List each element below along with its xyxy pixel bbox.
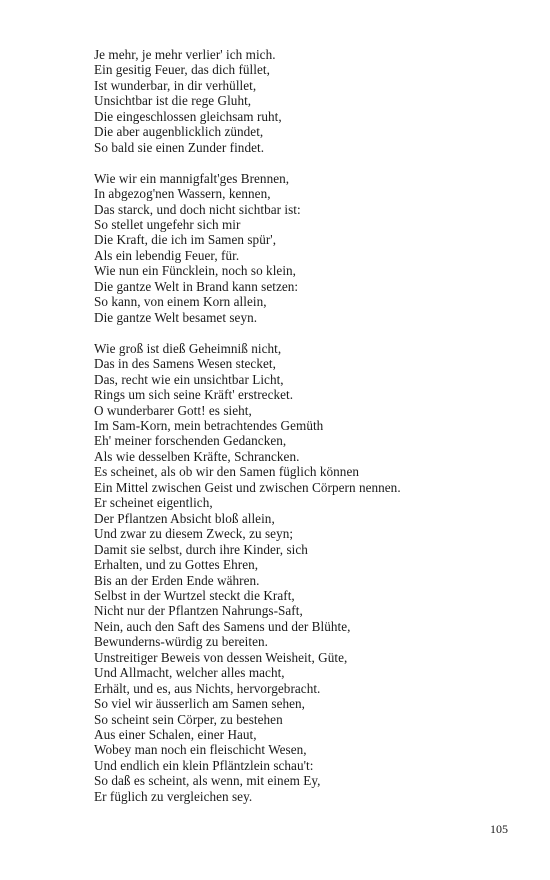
poem-line: Das in des Samens Wesen stecket, xyxy=(94,356,276,372)
poem-text xyxy=(94,47,534,820)
poem-line: Und endlich ein klein Pfläntzlein schau't: xyxy=(94,757,314,773)
poem-line: Er füglich zu vergleichen sey. xyxy=(94,788,253,804)
poem-line: Bewunderns-würdig zu bereiten. xyxy=(94,634,268,650)
poem-line: Die Kraft, die ich im Samen spür', xyxy=(94,232,277,248)
poem-line: So daß es scheint, als wenn, mit einem Ey, xyxy=(94,773,321,789)
poem-line: Die aber augenblicklich zündet, xyxy=(94,124,264,140)
stanza xyxy=(94,171,534,326)
poem-line: Wie groß ist dieß Geheimniß nicht, xyxy=(94,340,282,356)
poem-line: Die gantze Welt besamet seyn. xyxy=(94,309,258,325)
poem-line: Die gantze Welt in Brand kann setzen: xyxy=(94,278,299,294)
poem-line: Erhalten, und zu Gottes Ehren, xyxy=(94,557,259,573)
poem-line: Je mehr, je mehr verlier' ich mich. xyxy=(94,47,276,62)
poem-line: Als ein lebendig Feuer, für. xyxy=(94,247,240,263)
poem-line: So stellet ungefehr sich mir xyxy=(94,217,241,233)
poem-line: Das starck, und doch nicht sichtbar ist: xyxy=(94,201,301,217)
poem-line: Wobey man noch ein fleischicht Wesen, xyxy=(94,742,307,758)
page-number: 105 xyxy=(490,822,508,836)
poem-line: So kann, von einem Korn allein, xyxy=(94,294,267,310)
poem-line: Die eingeschlossen gleichsam ruht, xyxy=(94,108,282,124)
poem-line: Der Pflantzen Absicht bloß allein, xyxy=(94,510,275,526)
poem-line: Erhält, und es, aus Nichts, hervorgebracht. xyxy=(94,680,321,696)
poem-line: Im Sam-Korn, mein betrachtendes Gemüth xyxy=(94,417,324,433)
poem-line: Nein, auch den Saft des Samens und der Blühte, xyxy=(94,618,351,634)
poem-line: Ein Mittel zwischen Geist und zwischen Cörpern nennen. xyxy=(94,479,401,495)
poem-line: Es scheinet, als ob wir den Samen füglich können xyxy=(94,464,359,480)
poem-line: Wie wir ein mannigfalt'ges Brennen, xyxy=(94,170,290,186)
poem-line: Unstreitiger Beweis von dessen Weisheit, Güte, xyxy=(94,649,348,665)
poem-line: Er scheinet eigentlich, xyxy=(94,495,213,511)
poem-line: Aus einer Schalen, einer Haut, xyxy=(94,727,257,743)
poem-line: Als wie desselben Kräfte, Schrancken. xyxy=(94,448,300,464)
poem-line: Eh' meiner forschenden Gedancken, xyxy=(94,433,287,449)
poem-line: Nicht nur der Pflantzen Nahrungs-Saft, xyxy=(94,603,303,619)
poem-line: Und Allmacht, welcher alles macht, xyxy=(94,665,285,681)
poem-line: Und zwar zu diesem Zweck, zu seyn; xyxy=(94,526,294,542)
poem-line: Rings um sich seine Kräft' erstrecket. xyxy=(94,387,294,403)
poem-line: Das, recht wie ein unsichtbar Licht, xyxy=(94,371,284,387)
poem-line: So scheint sein Cörper, zu bestehen xyxy=(94,711,283,727)
stanza xyxy=(94,341,534,805)
poem-line: Wie nun ein Füncklein, noch so klein, xyxy=(94,263,297,279)
poem-line: So viel wir äusserlich am Samen sehen, xyxy=(94,696,306,712)
poem-line: So bald sie einen Zunder findet. xyxy=(94,139,265,155)
poem-line: Ist wunderbar, in dir verhüllet, xyxy=(94,77,257,93)
stanza xyxy=(94,47,534,155)
poem-line: Unsichtbar ist die rege Gluht, xyxy=(94,93,252,109)
poem-line: Damit sie selbst, durch ihre Kinder, sich xyxy=(94,541,308,557)
poem-line: In abgezog'nen Wassern, kennen, xyxy=(94,186,271,202)
poem-line: Selbst in der Wurtzel steckt die Kraft, xyxy=(94,587,295,603)
poem-line: O wunderbarer Gott! es sieht, xyxy=(94,402,252,418)
poem-line: Ein gesitig Feuer, das dich füllet, xyxy=(94,62,270,78)
poem-line: Bis an der Erden Ende währen. xyxy=(94,572,260,588)
